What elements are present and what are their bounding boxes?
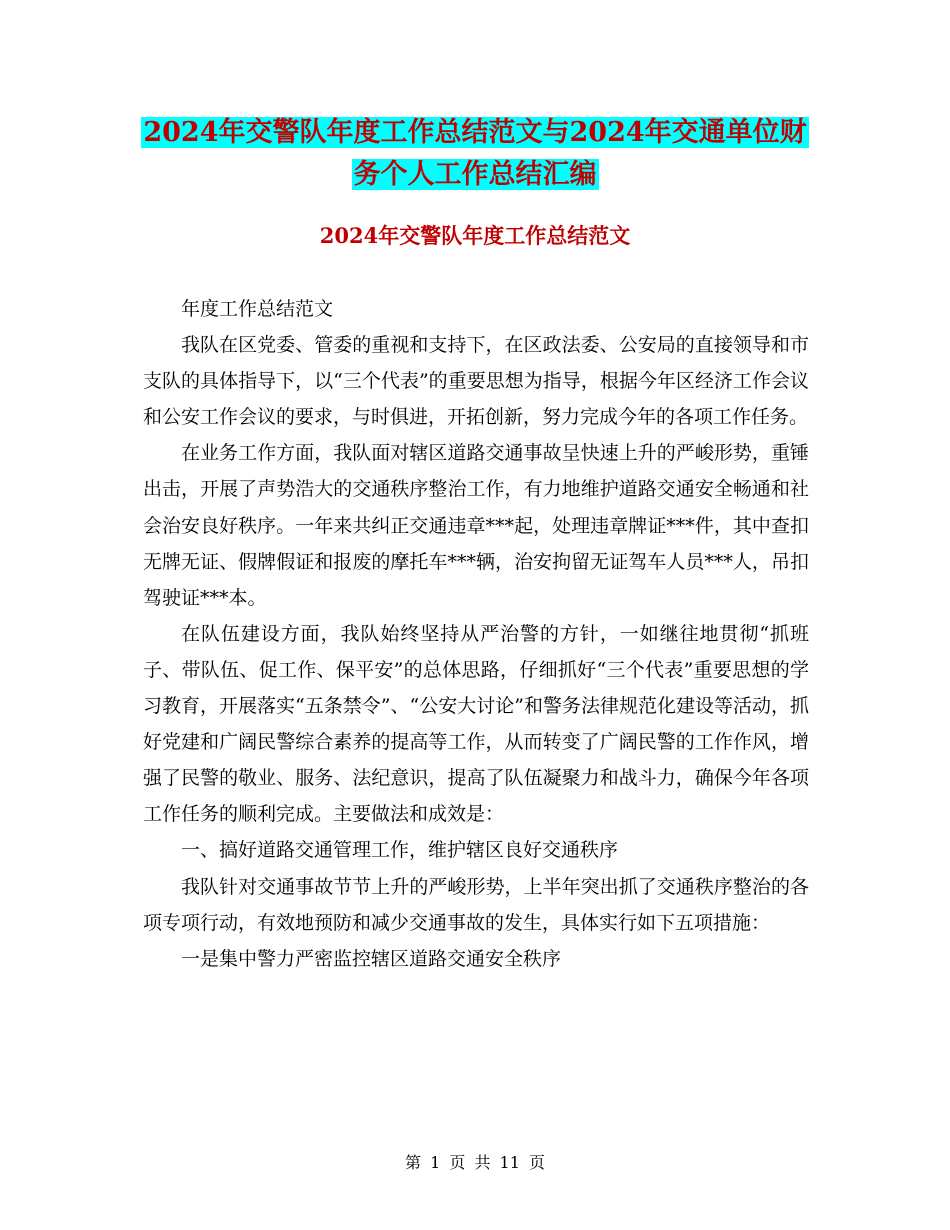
section-title: 2024年交警队年度工作总结范文 (319, 223, 631, 248)
paragraph: 年度工作总结范文 (181, 298, 334, 320)
document-body (143, 291, 809, 977)
page-number-footer: 第 1 页 共 11 页 (405, 1153, 545, 1172)
paragraph: 我队在区党委、管委的重视和支持下，在区政法委、公安局的直接领导和市支队的具体指导下，以“三个代表”的重要思想为指导，根据今年区经济工作会议和公安工作会议的要求，与时俱进，开拓创新，努力完成今年的各项工作任务。 (143, 334, 809, 429)
paragraph: 在业务工作方面，我队面对辖区道路交通事故呈快速上升的严峻形势，重锤出击，开展了声势浩大的交通秩序整治工作，有力地维护道路交通安全畅通和社会治安良好秩序。一年来共纠正交通违章***起，处理违章牌证***件，其中查扣无牌无证、假牌假证和报废的摩托车***辆，治安拘留无证驾车人员***人，吊扣驾驶证***本。 (143, 442, 809, 609)
paragraph: 我队针对交通事故节节上升的严峻形势，上半年突出抓了交通秩序整治的各项专项行动，有效地预防和减少交通事故的发生，具体实行如下五项措施： (143, 875, 809, 934)
paragraph: 一是集中警力严密监控辖区道路交通安全秩序 (181, 947, 562, 970)
paragraph: 在队伍建设方面，我队始终坚持从严治警的方针，一如继往地贯彻“抓班子、带队伍、促工作、保平安”的总体思路，仔细抓好“三个代表”重要思想的学习教育，开展落实“五条禁令”、“公安大讨论”和警务法律规范化建设等活动，抓好党建和广阔民警综合素养的提高等工作，从而转变了广阔民警的工作作风，增强了民警的敬业、服务、法纪意识，提高了队伍凝聚力和战斗力，确保今年各项工作任务的顺利完成。主要做法和成效是： (143, 622, 809, 826)
document-title-line-2: 务个人工作总结汇编 (353, 159, 597, 190)
paragraph: 一、搞好道路交通管理工作，维护辖区良好交通秩序 (181, 839, 619, 862)
document-title-line-1: 2024年交警队年度工作总结范文与2024年交通单位财 (143, 117, 807, 148)
